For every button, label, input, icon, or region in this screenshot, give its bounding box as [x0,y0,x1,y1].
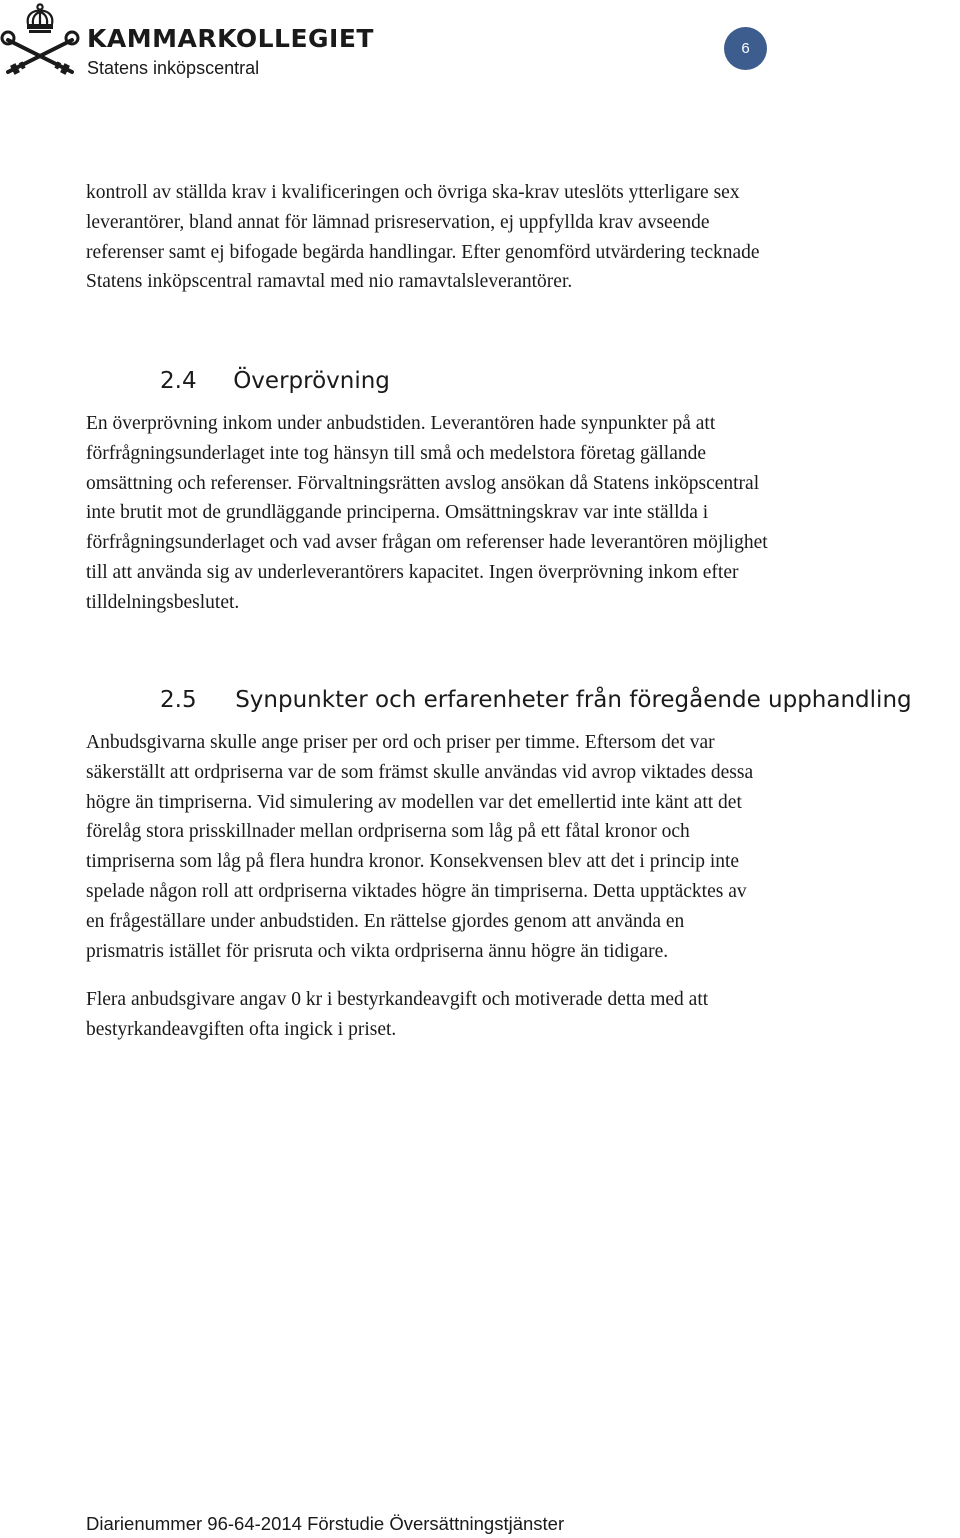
crown-crossed-keys-icon [0,2,80,78]
paragraph-line: omsättning och referenser. Förvaltningsrätten avslog ansökan då Statens inköpscentral [86,472,760,494]
paragraph-line: leverantörer, bland annat för lämnad prisreservation, ej uppfyllda krav avseende [86,211,710,233]
section-title: Överprövning [233,368,390,394]
section-2-4-paragraph [86,409,960,618]
section-title: Synpunkter och erfarenheter från föregående upphandling [235,687,912,713]
organization-name: KAMMARKOLLEGIET [87,24,374,53]
paragraph-line: Flera anbudsgivare angav 0 kr i bestyrkandeavgift och motiverade detta med att [86,989,709,1010]
paragraph-line: kontroll av ställda krav i kvalificeringen och övriga ska-krav uteslöts ytterligare sex [86,182,740,203]
paragraph-line: prismatris istället för prisruta och vikta ordpriserna ännu högre än tidigare. [86,940,669,962]
paragraph-line: spelade någon roll att ordpriserna viktades högre än timpriserna. Detta upptäcktes av [86,880,747,902]
paragraph-line: säkerställt att ordpriserna var de som främst skulle användas vid avrop viktades dessa [86,761,754,783]
paragraph-line: en frågeställare under anbudstiden. En rättelse gjordes genom att använda en [86,910,685,932]
section-2-5-paragraph [86,728,960,966]
paragraph-line: högre än timpriserna. Vid simulering av modellen var det emellertid inte känt att det [86,791,742,813]
section-number: 2.5 [160,687,197,713]
intro-paragraph [86,178,960,297]
paragraph-line: förfrågningsunderlaget inte tog hänsyn till små och medelstora företag gällande [86,442,707,464]
organization-subtitle: Statens inköpscentral [87,58,260,78]
section-heading-2-5 [160,685,912,715]
paragraph-line: bestyrkandeavgiften ofta ingick i priset. [86,1018,397,1040]
paragraph-line: Statens inköpscentral ramavtal med nio ramavtalsleverantörer. [86,271,573,293]
paragraph-line: timpriserna som låg på flera hundra kronor. Konsekvensen blev att det i princip inte [86,851,740,873]
section-heading-2-4 [160,366,390,396]
section-number: 2.4 [160,368,197,394]
section-2-5-paragraph-2 [86,985,960,1045]
paragraph-line: förfrågningsunderlaget och vad avser frågan om referenser hade leverantören möjlighet [86,532,768,554]
paragraph-line: inte brutit mot de grundläggande principerna. Omsättningskrav var inte ställda i [86,502,709,524]
page-number-badge: 6 [724,27,767,70]
paragraph-line: förelåg stora prisskillnader mellan ordpriserna som låg på ett fåtal kronor och [86,821,690,843]
paragraph-line: referenser samt ej bifogade begärda handlingar. Efter genomförd utvärdering tecknade [86,241,760,263]
paragraph-line: till att använda sig av underleverantörers kapacitet. Ingen överprövning inkom efter [86,561,739,583]
paragraph-line: Anbudsgivarna skulle ange priser per ord och priser per timme. Eftersom det var [86,732,715,753]
page-header [0,0,960,90]
footer-reference: Diarienummer 96-64-2014 Förstudie Översättningstjänster [86,1513,565,1534]
paragraph-line: tilldelningsbeslutet. [86,591,240,613]
paragraph-line: En överprövning inkom under anbudstiden. Leverantören hade synpunkter på att [86,413,716,434]
